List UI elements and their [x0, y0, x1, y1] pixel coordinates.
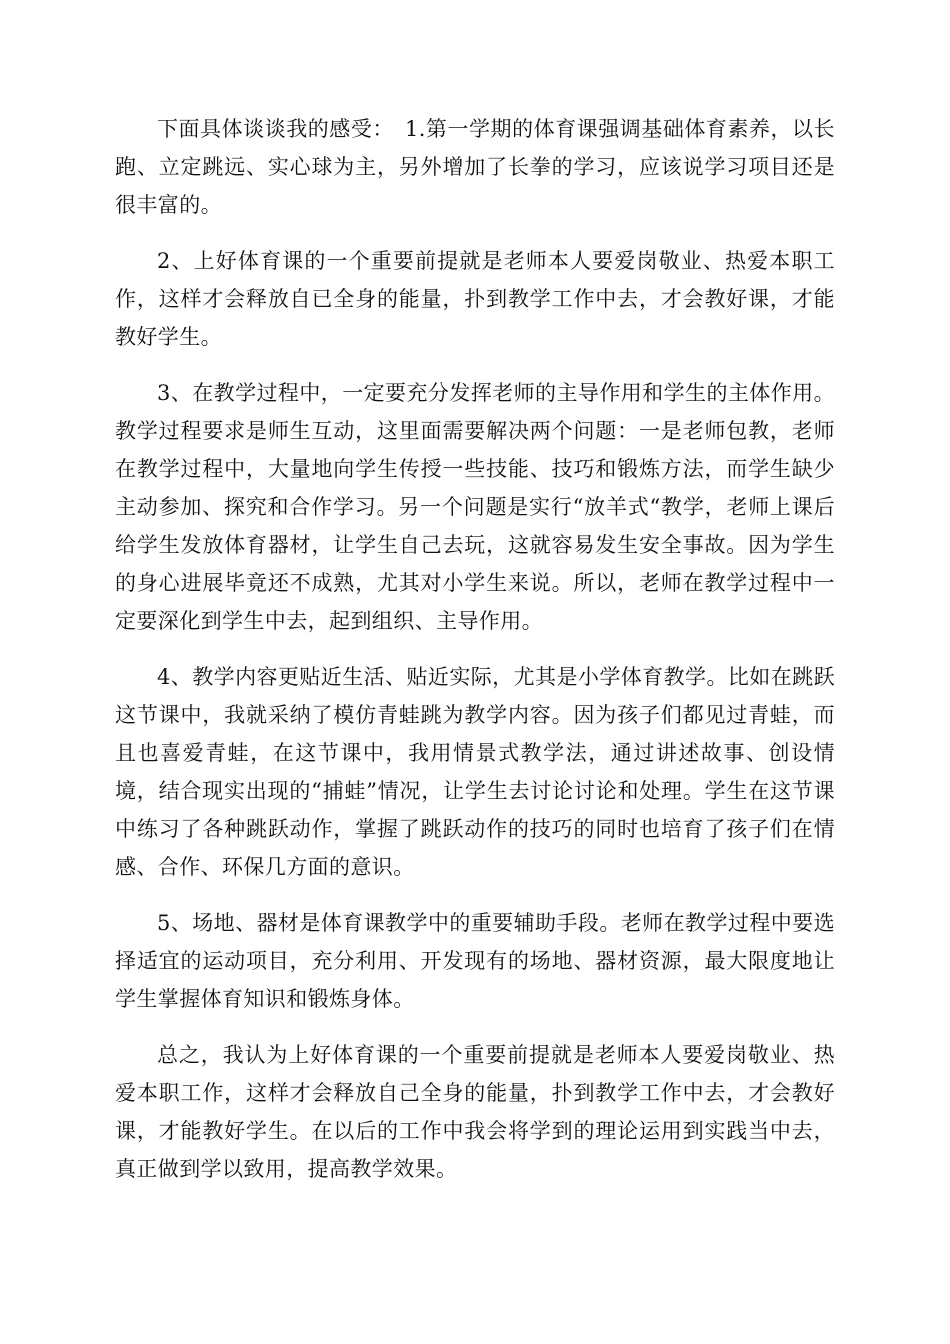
paragraph-5: 5、场地、器材是体育课教学中的重要辅助手段。老师在教学过程中要选择适宜的运动项目，充分利用、开发现有的场地、器材资源，最大限度地让学生掌握体育知识和锻炼身体。 [115, 911, 835, 1011]
document-body [115, 110, 835, 1206]
paragraph-3: 3、在教学过程中，一定要充分发挥老师的主导作用和学生的主体作用。教学过程要求是师生互动，这里面需要解决两个问题：一是老师包教，老师在教学过程中，大量地向学生传授一些技能、技巧和锻炼方法，而学生缺少主动参加、探究和合作学习。另一个问题是实行“放羊式“教学，老师上课后给学生发放体育器材，让学生自己去玩，这就容易发生安全事故。因为学生的身心进展毕竟还不成熟，尤其对小学生来说。所以，老师在教学过程中一定要深化到学生中去，起到组织、主导作用。 [115, 381, 835, 633]
paragraph-summary: 总之，我认为上好体育课的一个重要前提就是老师本人要爱岗敬业、热爱本职工作，这样才会释放自己全身的能量，扑到教学工作中去，才会教好课，才能教好学生。在以后的工作中我会将学到的理论运用到实践当中去，真正做到学以致用，提高教学效果。 [115, 1043, 835, 1181]
paragraph-intro: 下面具体谈谈我的感受： 1.第一学期的体育课强调基础体育素养，以长跑、立定跳远、实心球为主，另外增加了长拳的学习，应该说学习项目还是很丰富的。 [115, 117, 835, 217]
paragraph-2: 2、上好体育课的一个重要前提就是老师本人要爱岗敬业、热爱本职工作，这样才会释放自已全身的能量，扑到教学工作中去，才会教好课，才能教好学生。 [115, 249, 835, 349]
paragraph-4: 4、教学内容更贴近生活、贴近实际，尤其是小学体育教学。比如在跳跃这节课中，我就采纳了模仿青蛙跳为教学内容。因为孩子们都见过青蛙，而且也喜爱青蛙，在这节课中，我用情景式教学法，通过讲述故事、创设情境，结合现实出现的“捕蛙”情况，让学生去讨论讨论和处理。学生在这节课中练习了各种跳跃动作，掌握了跳跃动作的技巧的同时也培育了孩子们在情感、合作、环保几方面的意识。 [115, 665, 835, 879]
